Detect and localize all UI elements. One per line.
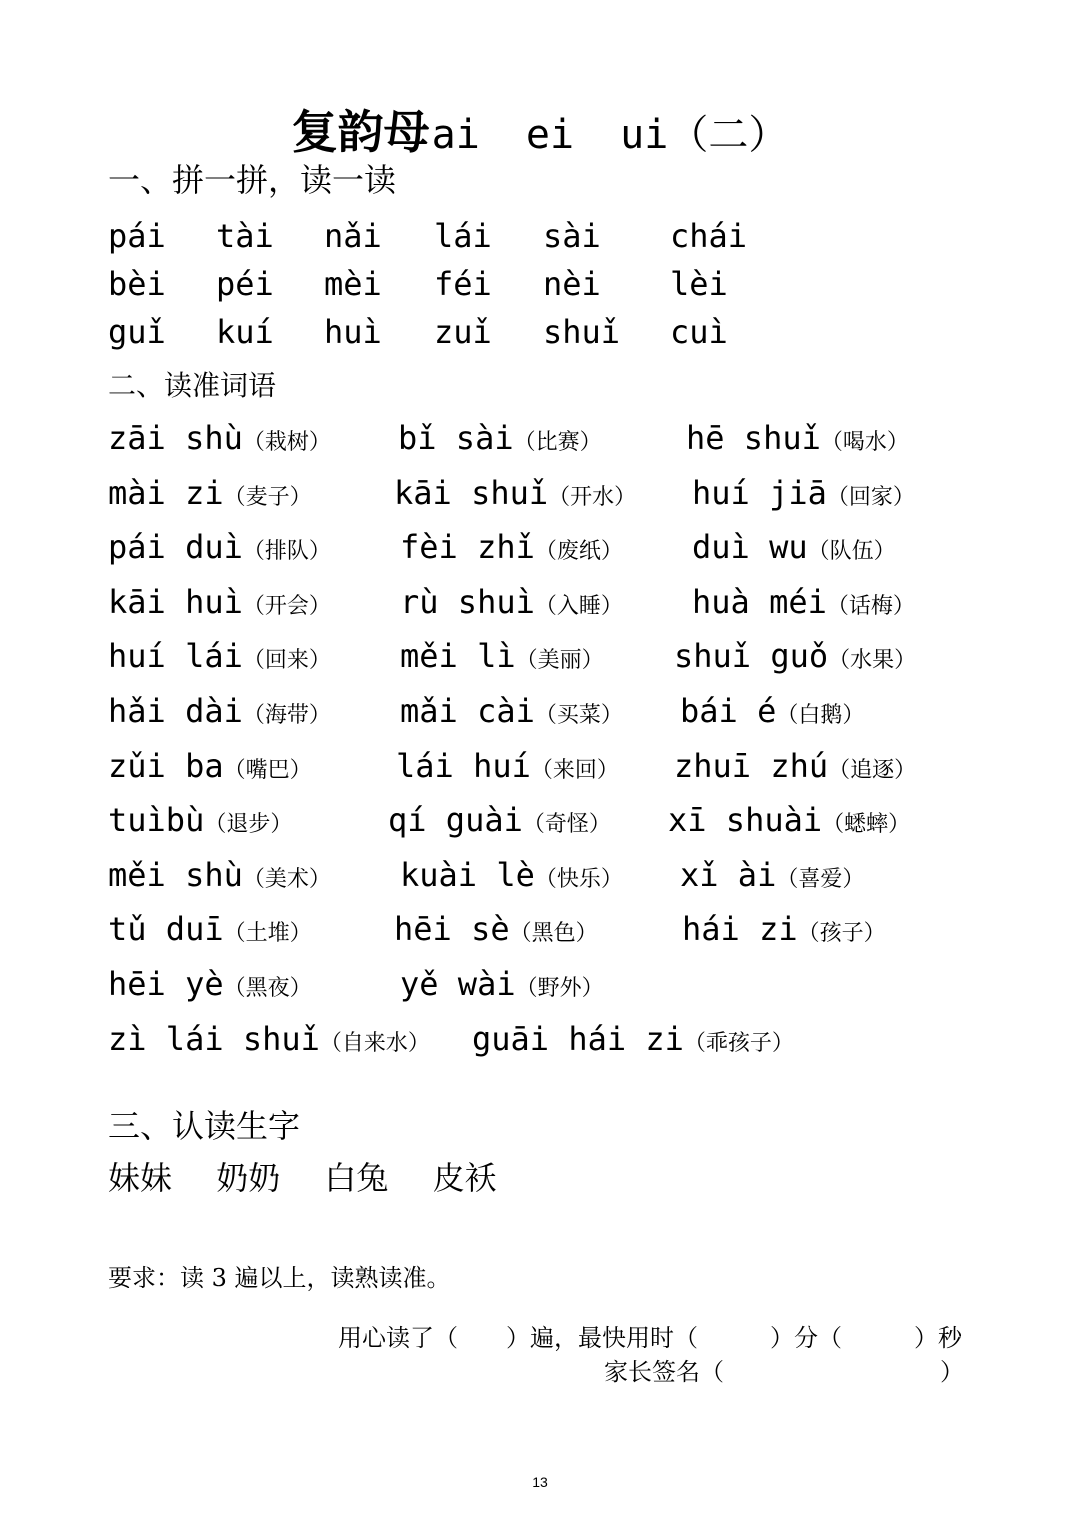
word-item (674, 746, 916, 791)
word-item (108, 800, 292, 845)
section2-heading: 二、读准词语 (108, 369, 277, 402)
syllable: sài (543, 217, 601, 255)
word-item (108, 418, 331, 463)
syllable: lái (434, 217, 492, 255)
word-pinyin: hǎi dài (108, 692, 243, 730)
section1-heading: 一、拼一拼，读一读 (108, 161, 397, 199)
word-item (674, 636, 916, 681)
word-item (396, 746, 619, 791)
syllable: bèi (108, 265, 166, 303)
word-chinese: （入睡） (534, 594, 623, 619)
word-pinyin: qí guài (388, 801, 523, 839)
word-chinese: （追逐） (828, 758, 917, 783)
word-item (692, 527, 896, 572)
word-item (682, 909, 886, 954)
word-chinese: （开会） (242, 594, 331, 619)
word-pinyin: zì lái shuǐ (108, 1020, 320, 1058)
word-pinyin: zǔi ba (108, 747, 224, 785)
word-chinese: （喜爱） (776, 867, 865, 892)
word-chinese: （蟋蟀） (822, 812, 911, 837)
word-item (398, 418, 602, 463)
word-chinese: （快乐） (534, 867, 623, 892)
word-pinyin: xī shuài (668, 801, 823, 839)
word-item (400, 582, 623, 627)
word-item (108, 473, 312, 518)
word-chinese: （回来） (242, 648, 331, 673)
word-chinese: （麦子） (223, 485, 312, 510)
syllable: lèi (670, 265, 728, 303)
word-item (108, 909, 312, 954)
word-chinese: （栽树） (242, 430, 331, 455)
syllable: cuì (670, 313, 728, 351)
word-pinyin: měi shù (108, 856, 243, 894)
word-item (680, 855, 864, 900)
word-chinese: （废纸） (534, 539, 623, 564)
word-item (108, 636, 331, 681)
word-item (400, 691, 623, 736)
word-item (472, 1019, 794, 1064)
word-chinese: （嘴巴） (223, 758, 312, 783)
word-item (108, 964, 312, 1009)
word-item (108, 1019, 430, 1064)
word-item (686, 418, 909, 463)
word-chinese: （水果） (828, 648, 917, 673)
word-chinese: （喝水） (820, 430, 909, 455)
word-item (400, 964, 604, 1009)
word-chinese: （回家） (826, 485, 915, 510)
syllable: pái (108, 217, 166, 255)
word-pinyin: kuài lè (400, 856, 535, 894)
word-pinyin: zhuī zhú (674, 747, 829, 785)
word-chinese: （海带） (242, 703, 331, 728)
word-pinyin: měi lì (400, 637, 516, 675)
word-pinyin: bǐ sài (398, 419, 514, 457)
parent-signature: 家长签名（ ） (604, 1358, 964, 1386)
section3-heading: 三、认读生字 (108, 1107, 301, 1145)
word-item (388, 800, 611, 845)
word-item (692, 582, 915, 627)
word-pinyin: hē shuǐ (686, 419, 821, 457)
syllable: nèi (543, 265, 601, 303)
reading-log: 用心读了（ ）遍，最快用时（ ）分（ ）秒 (338, 1324, 962, 1352)
word-chinese: （孩子） (797, 921, 886, 946)
word-pinyin: hēi yè (108, 965, 224, 1003)
word-item (108, 691, 331, 736)
page-title (0, 102, 1080, 162)
char-word: 妹妹 (108, 1159, 173, 1197)
word-pinyin: duì wu (692, 528, 808, 566)
word-chinese: （比赛） (513, 430, 602, 455)
word-item (108, 527, 331, 572)
word-chinese: （乖孩子） (683, 1031, 794, 1056)
syllable: zuǐ (434, 313, 492, 351)
word-chinese: （话梅） (826, 594, 915, 619)
syllable: chái (670, 217, 748, 255)
word-item (108, 855, 331, 900)
word-pinyin: huí lái (108, 637, 243, 675)
word-pinyin: kāi shuǐ (394, 474, 549, 512)
syllable: shuǐ (543, 313, 621, 351)
word-pinyin: kāi huì (108, 583, 243, 621)
word-pinyin: pái duì (108, 528, 243, 566)
word-item (400, 855, 623, 900)
word-pinyin: yě wài (400, 965, 516, 1003)
word-chinese: （队伍） (807, 539, 896, 564)
syllable: huì (324, 313, 382, 351)
word-pinyin: xǐ ài (680, 856, 777, 894)
section3-chars (108, 1156, 531, 1200)
word-pinyin: mǎi cài (400, 692, 535, 730)
word-chinese: （美术） (242, 867, 331, 892)
syllable: kuí (216, 313, 274, 351)
title-main: 复韵母 (291, 105, 430, 159)
word-item (692, 473, 915, 518)
word-chinese: （买菜） (534, 703, 623, 728)
word-pinyin: hái zi (682, 910, 798, 948)
word-item (108, 746, 312, 791)
word-pinyin: fèi zhǐ (400, 528, 535, 566)
word-chinese: （美丽） (515, 648, 604, 673)
word-item (394, 909, 598, 954)
char-word: 皮袄 (432, 1159, 497, 1197)
word-item (400, 636, 604, 681)
word-chinese: （野外） (515, 976, 604, 1001)
word-pinyin: zāi shù (108, 419, 243, 457)
word-pinyin: hēi sè (394, 910, 510, 948)
word-pinyin: guāi hái zi (472, 1020, 684, 1058)
word-pinyin: lái huí (396, 747, 531, 785)
word-chinese: （黑夜） (223, 976, 312, 1001)
word-chinese: （奇怪） (522, 812, 611, 837)
word-chinese: （土堆） (223, 921, 312, 946)
char-word: 奶奶 (216, 1159, 281, 1197)
word-item (400, 527, 623, 572)
syllable: mèi (324, 265, 382, 303)
char-word: 白兔 (324, 1159, 389, 1197)
requirement-text: 要求：读 3 遍以上，读熟读准。 (108, 1264, 451, 1292)
word-chinese: （黑色） (509, 921, 598, 946)
word-pinyin: bái é (680, 692, 777, 730)
syllable: nǎi (324, 217, 382, 255)
word-pinyin: tǔ duī (108, 910, 224, 948)
word-pinyin: huí jiā (692, 474, 827, 512)
syllable: guǐ (108, 313, 166, 351)
syllable: tài (216, 217, 274, 255)
word-item (680, 691, 864, 736)
page-number: 13 (532, 1474, 548, 1490)
word-chinese: （开水） (548, 485, 637, 510)
word-item (668, 800, 910, 845)
word-chinese: （自来水） (319, 1031, 430, 1056)
syllable: féi (434, 265, 492, 303)
word-pinyin: shuǐ guǒ (674, 637, 829, 675)
word-chinese: （白鹅） (776, 703, 865, 728)
word-item (108, 582, 331, 627)
syllable: péi (216, 265, 274, 303)
title-pinyin: ai ei ui（二） (431, 112, 789, 158)
word-pinyin: huà méi (692, 583, 827, 621)
word-chinese: （排队） (242, 539, 331, 564)
word-pinyin: rù shuì (400, 583, 535, 621)
word-pinyin: tuìbù (108, 801, 205, 839)
word-chinese: （来回） (530, 758, 619, 783)
word-item (394, 473, 636, 518)
word-chinese: （退步） (204, 812, 293, 837)
word-pinyin: mài zi (108, 474, 224, 512)
